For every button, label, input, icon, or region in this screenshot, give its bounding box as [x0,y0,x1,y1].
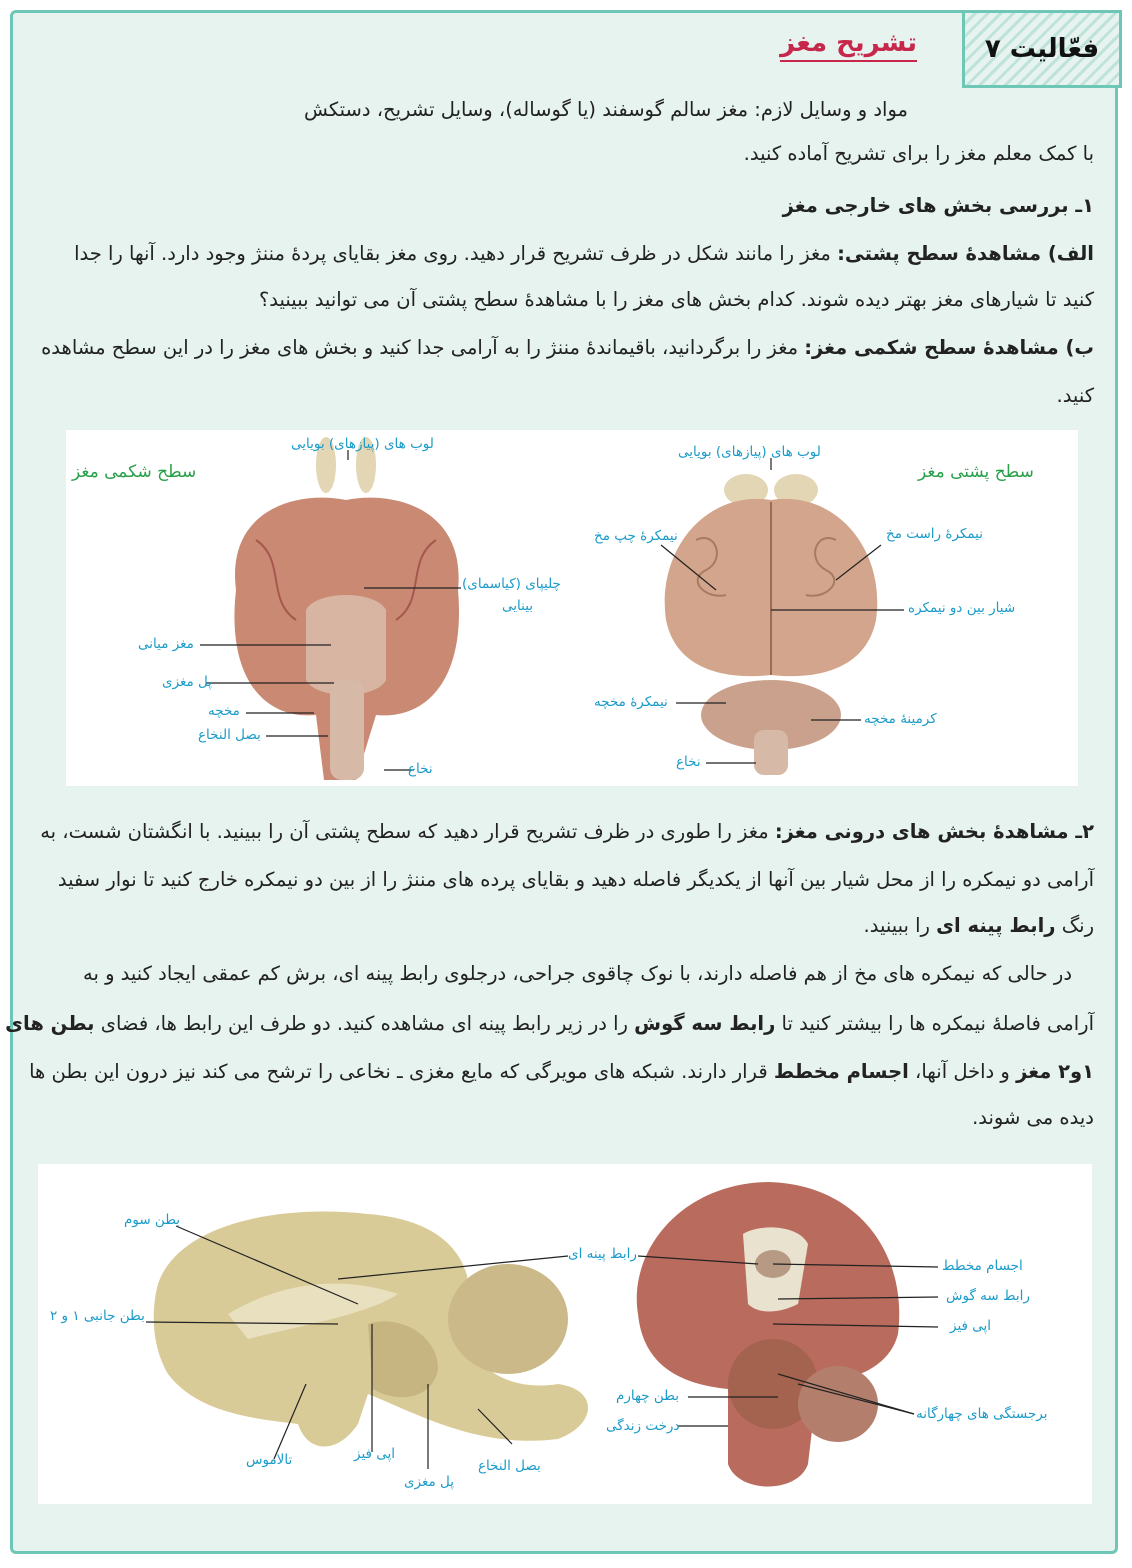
section2-p2-line2 [5,1010,1094,1037]
section1-b-line1 [34,334,1094,361]
label-midbrain: مغز میانی [138,636,194,652]
figure-external-brain [66,430,1078,786]
section1-b-line2: کنید. [1056,384,1094,407]
term-ventricles: بطن های [5,1012,95,1035]
p2-line2-c: را در زیر رابط پینه ای مشاهده کنید. دو طرف این رابط ها، فضای [100,1012,628,1035]
prepare-line: با کمک معلم مغز را برای تشریح آماده کنید. [743,142,1094,165]
section1-a-line2: کنید تا شیارهای مغز بهتر دیده شوند. کدام بخش های مغز را با مشاهدهٔ سطح پشتی آن می توانید ببینید؟ [258,288,1094,311]
label-spinal-dorsal: نخاع [676,754,701,770]
ventral-brain-image [234,437,459,780]
label-pons-sagittal: پل مغزی [404,1474,455,1490]
section1-b-text1: مغز را برگردانید، باقیماندهٔ مننژ را به آرامی جدا کنید و بخش های مغز را در این سطح مشاهده [41,336,799,359]
label-colliculi: برجستگی های چهارگانه [916,1406,1048,1422]
label-cerebellar-hemisphere: نیمکرهٔ مخچه [594,694,668,710]
section1-heading: ۱ـ بررسی بخش های خارجی مغز [782,194,1094,217]
section2-heading: ۲ـ مشاهدهٔ بخش های درونی مغز: [774,820,1094,843]
section2-line3 [34,912,1094,939]
ventral-caption: سطح شکمی مغز [72,462,197,482]
p1-line3-a: رنگ [1061,914,1094,937]
activity-badge [962,10,1122,88]
dorsal-open-brain-image [637,1182,900,1487]
figure-internal-brain [38,1164,1092,1504]
label-lateral-ventricles: بطن جانبی ۱ و ۲ [50,1308,145,1324]
figure2-art [38,1164,1092,1504]
section1-b-label: ب) مشاهدهٔ سطح شکمی مغز: [804,336,1094,359]
label-medulla-sagittal: بصل النخاع [478,1458,541,1474]
section2-p2-line1: در حالی که نیمکره های مخ از هم فاصله دارند، با نوک چاقوی جراحی، درجلوی رابط پینه ای، برش کم عمقی ایجاد کنید و به [82,962,1072,985]
p1-line3-c: را ببینید. [863,914,930,937]
label-optic-chiasm-2: بینایی [502,598,534,614]
label-vermis: کرمینهٔ مخچه [864,711,937,727]
section2-p1-text1: مغز را طوری در ظرف تشریح قرار دهید که سطح پشتی آن را ببینید. با انگشتان شست، به [40,820,769,843]
label-olfactory-dorsal: لوب های (پیازهای) بویایی [678,444,821,460]
p2-line3-d: قرار دارند. شبکه های مویرگی که مایع مغزی ـ نخاعی را ترشح می کند نیز درون این بطن ها [29,1060,768,1083]
label-pons: پل مغزی [162,674,213,690]
section2-line1 [34,818,1094,845]
label-spinal-ventral: نخاع [408,761,433,777]
label-fourth-ventricle: بطن چهارم [616,1388,679,1404]
term-ventricles-12: ۱و۲ مغز [1016,1060,1094,1083]
materials-line: مواد و وسایل لازم: مغز سالم گوسفند (یا گوساله)، وسایل تشریح، دستکش [303,98,908,121]
p2-line2-a: آرامی فاصلهٔ نیمکره ها را بیشتر کنید تا [781,1012,1094,1035]
section1-a-label: الف) مشاهدهٔ سطح پشتی: [837,242,1094,265]
activity-number: فعّالیت ۷ [984,34,1100,64]
label-striatum: اجسام مخطط [942,1258,1023,1274]
section2-p2-line4: دیده می شوند. [972,1106,1094,1129]
section2-line2: آرامی دو نیمکره را از محل شیار بین آنها از یکدیگر فاصله دهید و بقایای پرده های مننژ را از بین دو نیمکره خارج کنید تا نوار سفید [57,868,1094,891]
label-fornix: رابط سه گوش [946,1288,1030,1304]
label-medulla: بصل النخاع [198,727,261,743]
label-optic-chiasm-1: چلیپای (کیاسمای) [462,576,561,592]
p2-line3-b: و داخل آنها، [915,1060,1010,1083]
label-cerebellum-ventral: مخچه [208,703,240,719]
label-third-ventricle: بطن سوم [124,1212,181,1228]
section1-a-text1: مغز را مانند شکل در ظرف تشریح قرار دهید. روی مغز بقایای پردهٔ مننژ وجود دارد. آنها را جدا [74,242,831,265]
label-epiphysis-dorsal: اپی فیز [950,1318,992,1334]
term-corpus-callosum: رابط پینه ای [936,914,1056,937]
label-epiphysis-sagittal: اپی فیز [354,1446,396,1462]
label-olfactory-ventral: لوب های (پیازهای) بویایی [291,436,434,452]
term-fornix: رابط سه گوش [634,1012,776,1035]
label-right-hemisphere: نیمکرهٔ راست مخ [886,526,983,542]
page-title: تشریح مغز [780,28,917,62]
dorsal-brain-image [665,474,878,775]
label-arbor-vitae: درخت زندگی [606,1418,680,1434]
term-striatum: اجسام مخطط [773,1060,909,1083]
section2-p2-line3 [29,1058,1094,1085]
label-thalamus: تالاموس [246,1452,293,1468]
sagittal-brain-image [154,1212,588,1447]
section1-a-line1 [34,240,1094,267]
label-longitudinal-fissure: شیار بین دو نیمکره [908,600,1016,616]
dorsal-caption: سطح پشتی مغز [918,462,1034,482]
label-left-hemisphere: نیمکرهٔ چپ مخ [594,528,678,544]
label-corpus-callosum: رابط پینه ای [568,1246,637,1262]
